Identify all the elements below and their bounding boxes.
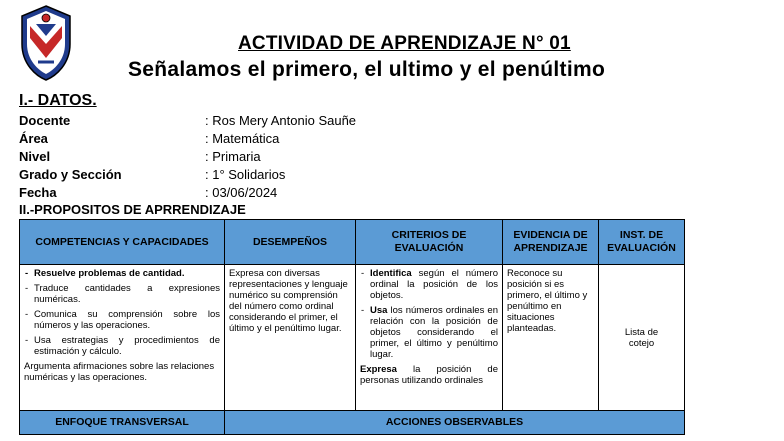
col-header-instrumento: INST. DE EVALUACIÓN: [599, 220, 685, 265]
datos-label: Fecha: [19, 185, 57, 200]
cell-evidencia: [503, 265, 599, 411]
propositos-heading: II.-PROPOSITOS DE APRRENDIZAJE: [19, 202, 246, 217]
datos-value: : 03/06/2024: [205, 185, 278, 200]
instrumento-text: Lista de cotejo: [624, 326, 659, 349]
competencia-extra: Argumenta afirmaciones sobre las relaciones numéricas y las operaciones.: [24, 361, 215, 383]
school-crest-logo: [18, 4, 74, 82]
table-header-row: [20, 220, 685, 265]
competencia-item: - Traduce cantidades a expresiones numéricas.: [34, 283, 220, 305]
datos-value: : Primaria: [205, 149, 261, 164]
col-header-criterios: CRITERIOS DE EVALUACIÓN: [356, 220, 503, 265]
criterio-extra: [360, 364, 498, 386]
col-header-acciones: ACCIONES OBSERVABLES: [225, 411, 685, 435]
datos-label: Nivel: [19, 149, 51, 164]
criterio-item: [370, 268, 498, 301]
activity-title: ACTIVIDAD DE APRENDIZAJE N° 01: [238, 33, 571, 54]
criterio-text: según el número ordinal la posición de los objetos.: [370, 268, 498, 301]
evidencia-text: Reconoce su posición si es primero, el último y penúltimo en situaciones planteadas.: [507, 268, 588, 334]
criterio-item: [370, 305, 498, 360]
competencia-item: - Comunica su comprensión sobre los números y las operaciones.: [34, 309, 220, 331]
datos-value: : Matemática: [205, 131, 280, 146]
datos-label: Grado y Sección: [19, 167, 122, 182]
activity-subtitle: Señalamos el primero, el ultimo y el penúltimo: [128, 58, 606, 81]
criterio-text: la posición de personas utilizando ordinales: [360, 364, 498, 386]
competencia-item: - Resuelve problemas de cantidad.: [34, 268, 220, 279]
col-header-evidencia: EVIDENCIA DE APRENDIZAJE: [503, 220, 599, 265]
desempeno-text: Expresa con diversas representaciones y lenguaje numérico su comprensión del número como ordinal considerando el primer, el último y el penúltimo lugar.: [229, 268, 348, 334]
cell-desempenos: [225, 265, 356, 411]
cell-criterios: [356, 265, 503, 411]
cell-instrumento: [599, 265, 685, 411]
criterio-verb: Identifica: [370, 268, 412, 279]
table-footer-row: [20, 411, 685, 435]
criterio-verb: Usa: [370, 305, 388, 316]
col-header-desempenos: DESEMPEÑOS: [225, 220, 356, 265]
table-row: [20, 265, 685, 411]
datos-label: Docente: [19, 113, 71, 128]
col-header-enfoque: ENFOQUE TRANSVERSAL: [20, 411, 225, 435]
datos-value: : 1° Solidarios: [205, 167, 286, 182]
datos-label: Área: [19, 131, 48, 146]
cell-competencias: [20, 265, 225, 411]
datos-heading: I.- DATOS.: [19, 92, 97, 109]
criterio-text: los números ordinales en relación con la posición de objetos considerando el primer, el último y penúltimo lugar.: [370, 305, 498, 360]
criterio-verb: Expresa: [360, 364, 397, 375]
datos-value: : Ros Mery Antonio Sauñe: [205, 113, 357, 128]
propositos-table: [19, 219, 685, 435]
col-header-competencias: COMPETENCIAS Y CAPACIDADES: [20, 220, 225, 265]
competencia-item: - Usa estrategias y procedimientos de estimación y cálculo.: [34, 335, 220, 357]
